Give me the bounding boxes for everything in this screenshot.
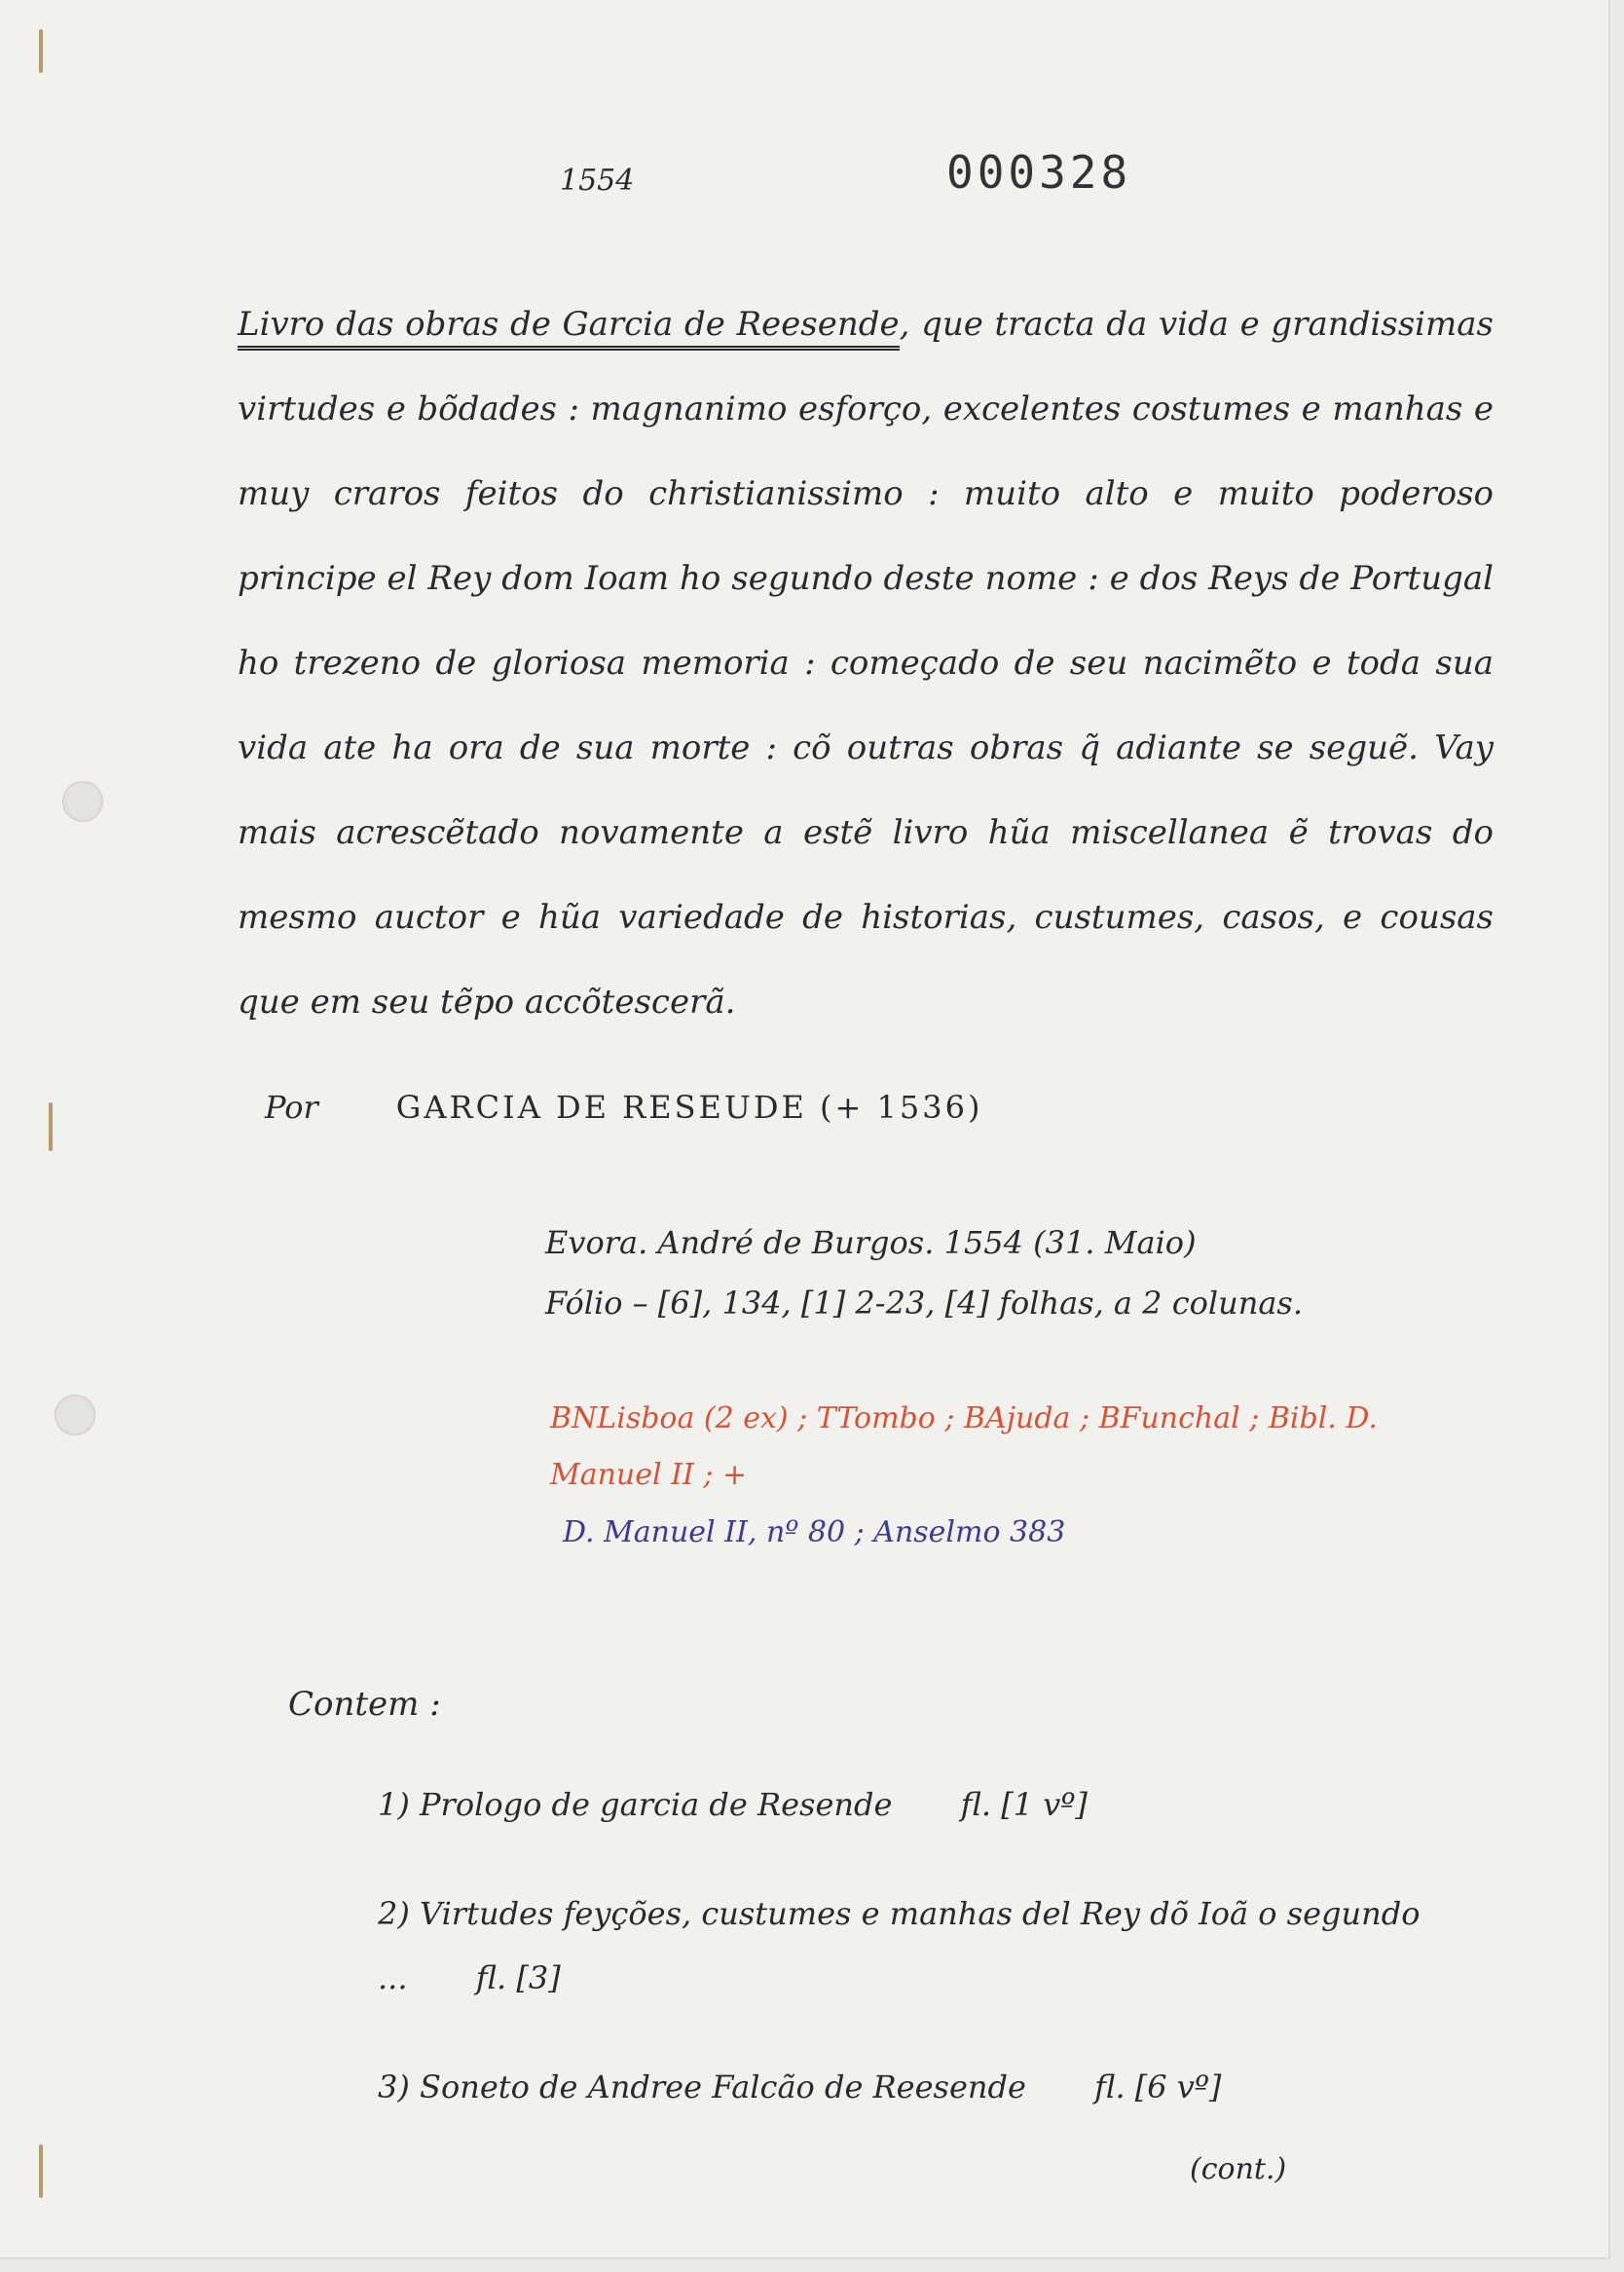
continued-note: (cont.) [1190,2152,1287,2186]
holdings-references: D. Manuel II, nº 80 ; Anselmo 383 [563,1515,1066,1549]
punch-hole-lower [55,1395,95,1435]
book-title [238,282,1494,1045]
author-line [265,1089,982,1126]
margin-mark-bottom [39,2144,43,2198]
contents-item-folio: fl. [3] [475,1959,561,1996]
imprint-place-printer-date: Evora. André de Burgos. 1554 (31. Maio) [545,1224,1197,1261]
author-name: GARCIA DE RESEUDE (+ 1536) [395,1089,983,1126]
contents-item-text: 3) Soneto de Andree Falcão de Reesende [378,2068,1026,2105]
contents-item [378,2055,1449,2119]
contents-list [378,1772,1449,2164]
record-number: 000328 [946,146,1132,199]
holdings-libraries: BNLisboa (2 ex) ; TTombo ; BAjuda ; BFunchal ; Bibl. D. Manuel II ; + [550,1401,1378,1492]
title-underlined: Livro das obras de Garcia de Reesende [238,305,900,351]
margin-mark-top [39,29,43,73]
contents-item-text: 2) Virtudes feyções, custumes e manhas del Rey dõ Ioã o segundo ... [378,1895,1421,1996]
contents-item-text: 1) Prologo de garcia de Resende [378,1786,893,1823]
contents-item [378,1772,1449,1837]
contents-item-folio: fl. [1 vº] [960,1786,1088,1823]
imprint-format: Fólio – [6], 134, [1] 2-23, [4] folhas, a 2 colunas. [545,1285,1304,1322]
contents-heading: Contem : [288,1685,441,1724]
author-prefix: Por [265,1089,318,1126]
record-year: 1554 [560,164,635,198]
margin-mark-middle [49,1102,53,1151]
imprint [545,1212,1303,1333]
contents-item [378,1881,1449,2010]
punch-hole-upper [62,781,103,822]
contents-item-folio: fl. [6 vº] [1094,2068,1222,2105]
title-rest: , que tracta da vida e grandissimas virtudes e bõdades : magnanimo esforço, excelentes costumes e manhas e muy craros feitos do christianissimo : muito alto e muito poderoso principe el Rey dom Ioam ho segundo deste nome : e dos Reys de Portugal ho trezeno de gloriosa memoria : começado de seu nacimẽto e toda sua vida ate ha ora de sua morte : cõ outras obras q̃ adiante se seguẽ. Vay mais acrescẽtado novamente a estẽ livro hũa miscellanea ẽ trovas do mesmo auctor e hũa variedade de historias, custumes, casos, e cousas que em seu tẽpo accõtescerã. [238,305,1494,1022]
